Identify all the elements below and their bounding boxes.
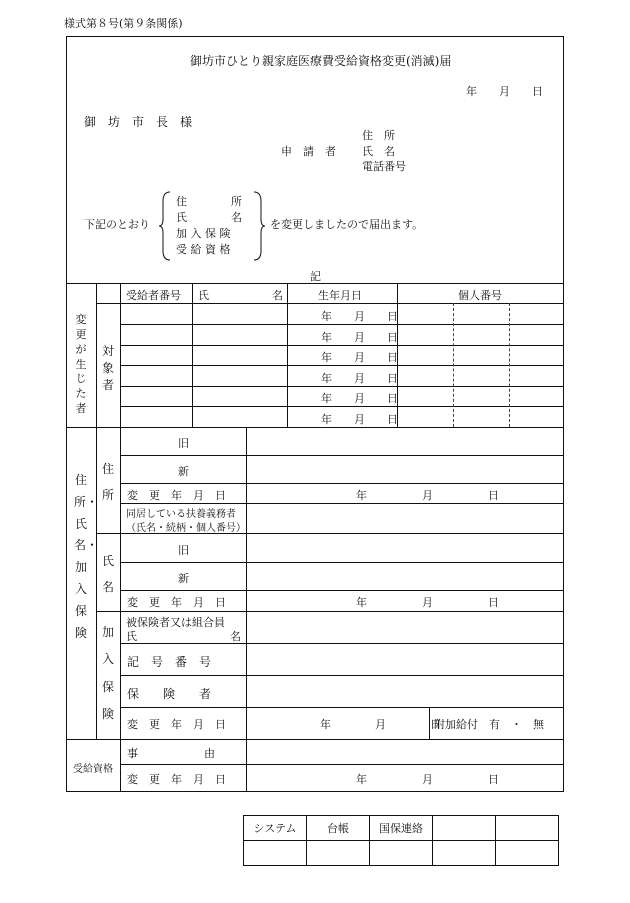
stamp-cell bbox=[370, 841, 433, 866]
stamp-cell bbox=[244, 841, 307, 866]
date-line: 年 月 日 bbox=[466, 85, 543, 98]
name-new: 新 bbox=[178, 572, 189, 585]
notice-item-eligibility: 受 給 資 格 bbox=[176, 243, 231, 256]
insured-left: 氏 bbox=[126, 630, 137, 643]
address-change-value: 年 月 日 bbox=[356, 489, 499, 502]
header-name-right: 名 bbox=[272, 289, 283, 302]
name-change-value: 年 月 日 bbox=[356, 596, 499, 609]
notice-item-name: 氏 名 bbox=[176, 211, 242, 224]
section1-sublabel: 対象者 bbox=[101, 344, 114, 392]
row-date: 年 月 日 bbox=[321, 351, 398, 364]
applicant-address-label: 住 所 bbox=[362, 129, 395, 142]
form-number: 様式第８号(第９条関係) bbox=[64, 17, 183, 30]
applicant-name-label: 氏 名 bbox=[362, 145, 395, 158]
stamp-cell bbox=[307, 841, 370, 866]
insurance-change-value: 年 月 日 bbox=[320, 718, 441, 731]
insurance-label: 加入保険 bbox=[101, 625, 114, 722]
blank-cell bbox=[433, 816, 496, 841]
notice-suffix: を変更しましたので届出ます。 bbox=[270, 218, 424, 231]
right-brace bbox=[252, 191, 266, 261]
name-change-date: 変 更 年 月 日 bbox=[127, 596, 226, 609]
insurer: 保 険 者 bbox=[127, 687, 212, 701]
notice-item-insurance: 加 入 保 険 bbox=[176, 227, 231, 240]
insured-line1: 被保険者又は組合員 bbox=[126, 616, 225, 629]
insured-right: 名 bbox=[230, 630, 241, 643]
symbol-number: 記 号 番 号 bbox=[127, 655, 212, 669]
notice-item-address: 住 所 bbox=[176, 195, 242, 208]
row-date: 年 月 日 bbox=[321, 310, 398, 323]
dependents-line1: 同居している扶養義務者 bbox=[126, 509, 236, 520]
row-date: 年 月 日 bbox=[321, 392, 398, 405]
dependents-line2: （氏名・続柄・個人番号） bbox=[126, 523, 246, 534]
header-recipient-no: 受給者番号 bbox=[126, 289, 181, 302]
applicant-label: 申 請 者 bbox=[281, 145, 336, 158]
eligibility-change-date: 変 更 年 月 日 bbox=[127, 773, 226, 786]
address-new: 新 bbox=[178, 465, 189, 478]
stamp-cell bbox=[433, 841, 496, 866]
stamp-cell bbox=[496, 841, 559, 866]
header-name-left: 氏 bbox=[198, 289, 209, 302]
additional-benefit: 附加給付 有 ・ 無 bbox=[434, 718, 544, 731]
address-change-date: 変 更 年 月 日 bbox=[127, 489, 226, 502]
ledger-cell: 台帳 bbox=[307, 816, 370, 841]
row-date: 年 月 日 bbox=[321, 331, 398, 344]
address-old: 旧 bbox=[178, 437, 189, 450]
system-cell: システム bbox=[244, 816, 307, 841]
row-date: 年 月 日 bbox=[321, 413, 398, 426]
section1-label: 変更が生じた者 bbox=[75, 313, 87, 416]
reason-label: 事 由 bbox=[127, 747, 215, 760]
row-date: 年 月 日 bbox=[321, 372, 398, 385]
form-title: 御坊市ひとり親家庭医療費受給資格変更(消滅)届 bbox=[190, 54, 452, 68]
applicant-phone-label: 電話番号 bbox=[362, 160, 406, 173]
insurance-change-date: 変 更 年 月 日 bbox=[127, 718, 226, 731]
ki-label: 記 bbox=[310, 270, 321, 283]
name-old: 旧 bbox=[178, 544, 189, 557]
blank-cell bbox=[496, 816, 559, 841]
name-label: 氏名 bbox=[101, 554, 114, 595]
header-personal-no: 個人番号 bbox=[458, 289, 502, 302]
address-label: 住所 bbox=[101, 462, 114, 503]
left-brace bbox=[158, 191, 172, 261]
section2-label: 住所・氏名・加入保険 bbox=[74, 473, 99, 640]
recipient: 御 坊 市 長 様 bbox=[84, 115, 193, 129]
kokuho-cell: 国保連絡 bbox=[370, 816, 433, 841]
eligibility-change-value: 年 月 日 bbox=[356, 773, 499, 786]
system-table bbox=[243, 815, 559, 866]
header-birth: 生年月日 bbox=[318, 289, 362, 302]
section3-label: 受給資格 bbox=[73, 764, 113, 775]
notice-prefix: 下記のとおり bbox=[84, 218, 150, 231]
